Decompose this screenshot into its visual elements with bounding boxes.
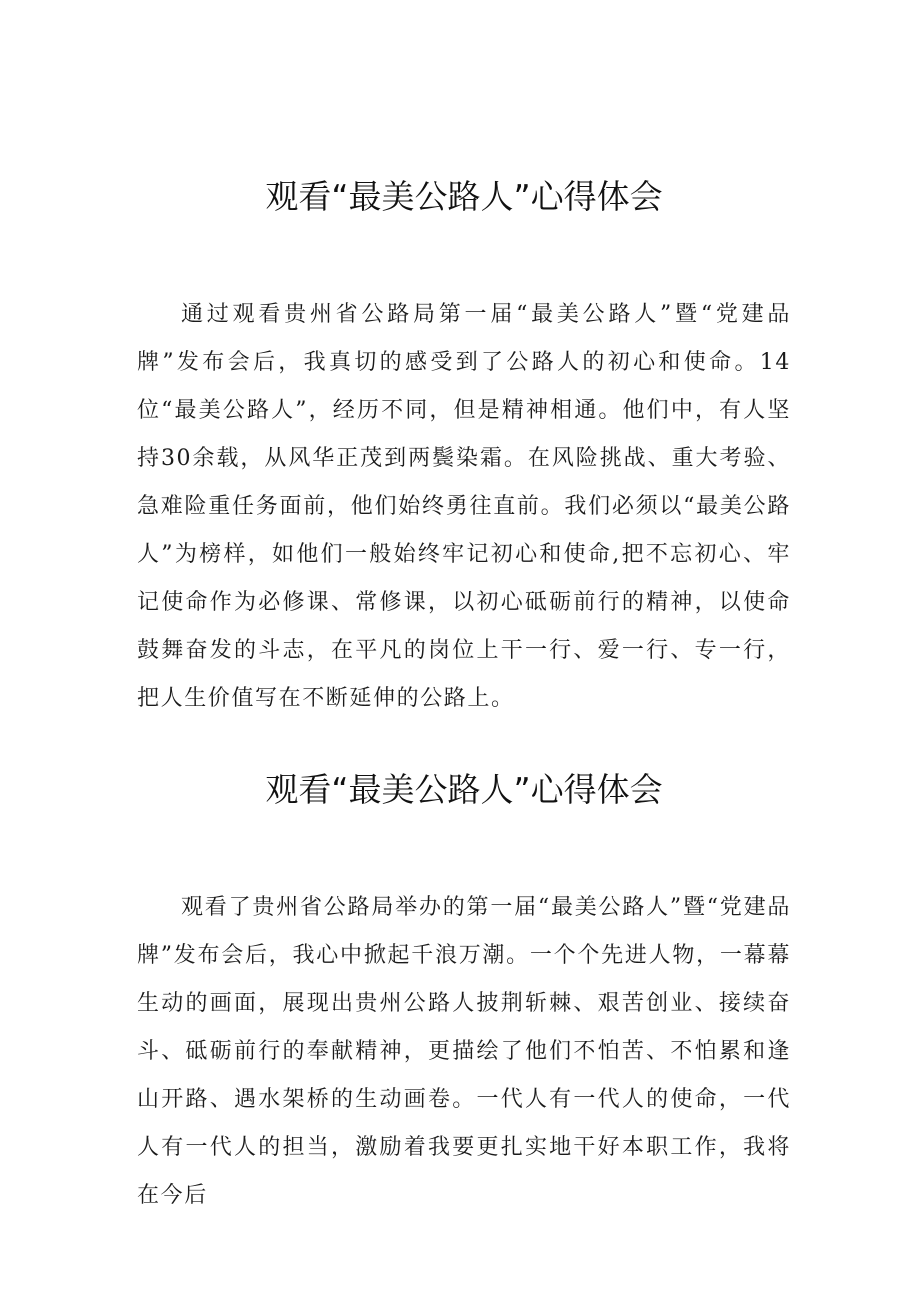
essay-title-1: 观看“最美公路人”心得体会 <box>265 177 663 216</box>
essay-title-2: 观看“最美公路人”心得体会 <box>265 770 663 809</box>
essay-paragraph-1: 通过观看贵州省公路局第一届“最美公路人”暨“党建品牌”发布会后，我真切的感受到了公路人的初心和使命。14位“最美公路人”，经历不同，但是精神相通。他们中，有人坚持30余载，从风华正茂到两鬓染霜。在风险挑战、重大考验、急难险重任务面前，他们始终勇往直前。我们必须以“最美公路人”为榜样，如他们一般始终牢记初心和使命,把不忘初心、牢记使命作为必修课、常修课，以初心砥砺前行的精神，以使命鼓舞奋发的斗志，在平凡的岗位上干一行、爱一行、专一行，把人生价值写在不断延伸的公路上。 <box>137 302 791 711</box>
essay-paragraph-2: 观看了贵州省公路局举办的第一届“最美公路人”暨“党建品牌”发布会后，我心中掀起千浪万潮。一个个先进人物，一幕幕生动的画面，展现出贵州公路人披荆斩棘、艰苦创业、接续奋斗、砥砺前行的奉献精神，更描绘了他们不怕苦、不怕累和逢山开路、遇水架桥的生动画卷。一代人有一代人的使命，一代人有一代人的担当，激励着我要更扎实地干好本职工作，我将在今后 <box>137 895 791 1208</box>
essay-section-2 <box>137 765 791 1220</box>
essay-section-1 <box>137 172 791 723</box>
